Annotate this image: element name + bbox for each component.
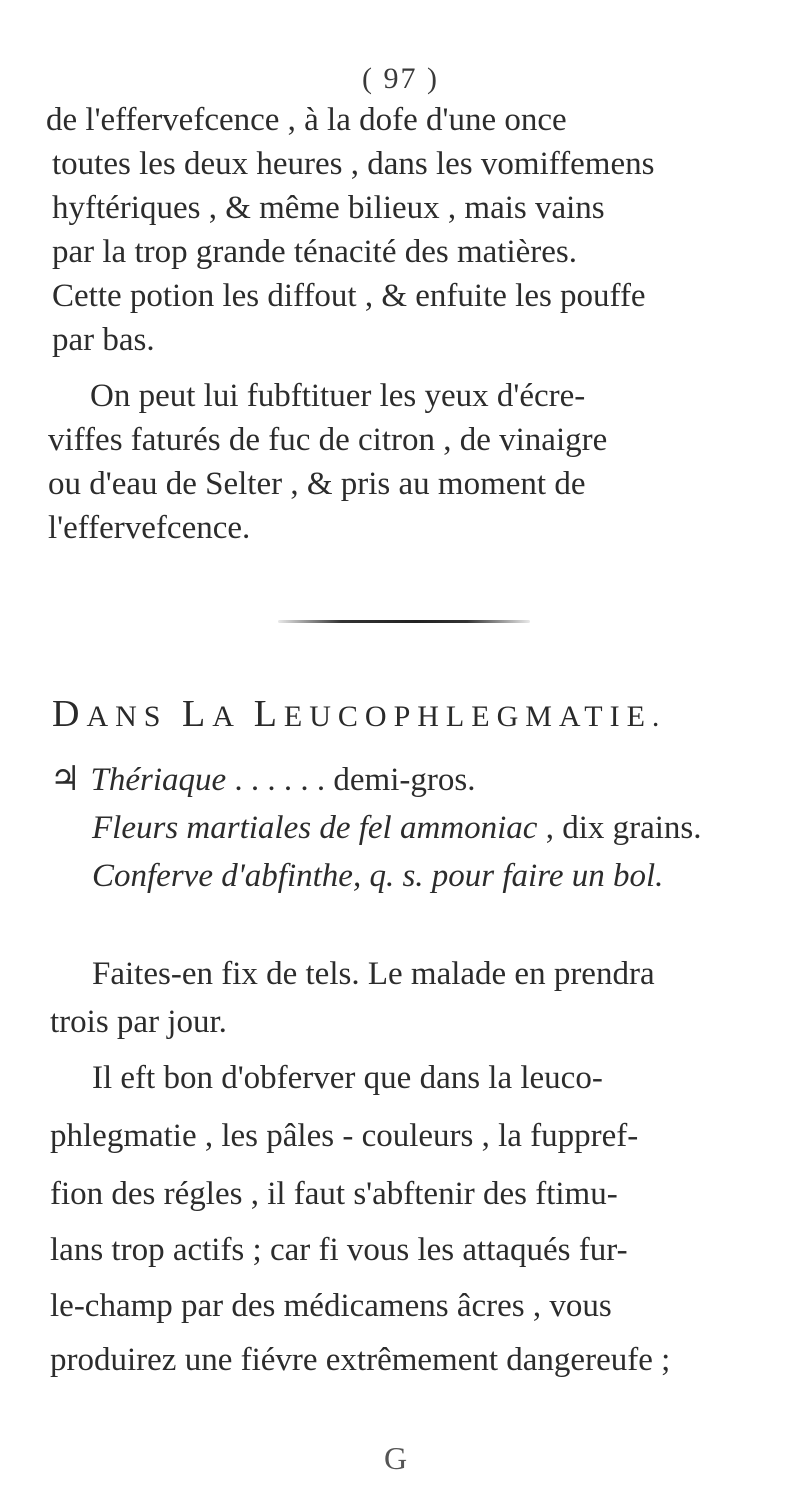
paragraph4-line: Il eft bon d'obferver que dans la leuco- — [92, 1060, 603, 1096]
paragraph2-line: l'effervefcence. — [48, 510, 251, 546]
heading-part: L — [181, 693, 213, 735]
paragraph1-line: hyftériques , & même bilieux , mais vains — [52, 190, 605, 226]
paragraph2-line: ou d'eau de Selter , & pris au moment de — [48, 466, 586, 502]
recipe-quantity: , dix grains. — [537, 810, 702, 846]
paragraph4-line: le-champ par des médicamens âcres , vous — [50, 1288, 612, 1324]
section-divider — [278, 620, 530, 623]
recipe-ingredient: Thériaque — [90, 762, 227, 798]
recipe-line — [50, 760, 475, 800]
recipe-quantity: , q. s. pour faire un bol. — [352, 858, 664, 894]
recipe-symbol-icon: ♃ — [50, 761, 81, 798]
paragraph2-line: On peut lui fubftituer les yeux d'écre- — [90, 378, 586, 414]
heading-part: A — [212, 700, 254, 733]
paragraph1-line: de l'effervefcence , à la dofe d'une once — [46, 102, 567, 138]
paragraph1-line: toutes les deux heures , dans les vomiffemens — [52, 146, 655, 182]
paragraph1-line: par la trop grande ténacité des matières. — [52, 234, 578, 270]
paragraph3-line: trois par jour. — [50, 1004, 227, 1040]
recipe-quantity: demi-gros. — [325, 762, 476, 798]
paragraph4-line: lans trop actifs ; car fi vous les attaqués fur- — [50, 1232, 628, 1268]
recipe-ingredient: Conferve d'abfinthe — [92, 858, 353, 894]
heading-part: L — [253, 693, 284, 735]
heading-part: D — [52, 693, 87, 735]
paragraph2-line: viffes faturés de fuc de citron , de vinaigre — [48, 422, 608, 458]
recipe-ingredient: Fleurs martiales de fel ammoniac — [92, 810, 538, 846]
paragraph4-line: fion des régles , il faut s'abftenir des ftimu- — [50, 1176, 618, 1212]
paragraph1-line: par bas. — [52, 322, 155, 358]
recipe-leader: . . . . . . — [226, 762, 326, 798]
paragraph4-line: produirez une fiévre extrêmement dangereufe ; — [50, 1342, 671, 1378]
page-number: ( 97 ) — [362, 62, 439, 95]
heading-part: EUCOPHLEGMATIE. — [283, 700, 667, 733]
paragraph1-line: Cette potion les diffout , & enfuite les pouffe — [52, 278, 646, 314]
recipe-line — [92, 856, 663, 896]
recipe-line — [92, 808, 702, 848]
paragraph3-line: Faites-en fix de tels. Le malade en prendra — [92, 956, 655, 992]
paragraph4-line: phlegmatie , les pâles - couleurs , la fuppref- — [50, 1118, 639, 1154]
signature-mark: G — [384, 1440, 408, 1476]
section-heading — [52, 692, 666, 736]
heading-part: ANS — [86, 700, 182, 733]
